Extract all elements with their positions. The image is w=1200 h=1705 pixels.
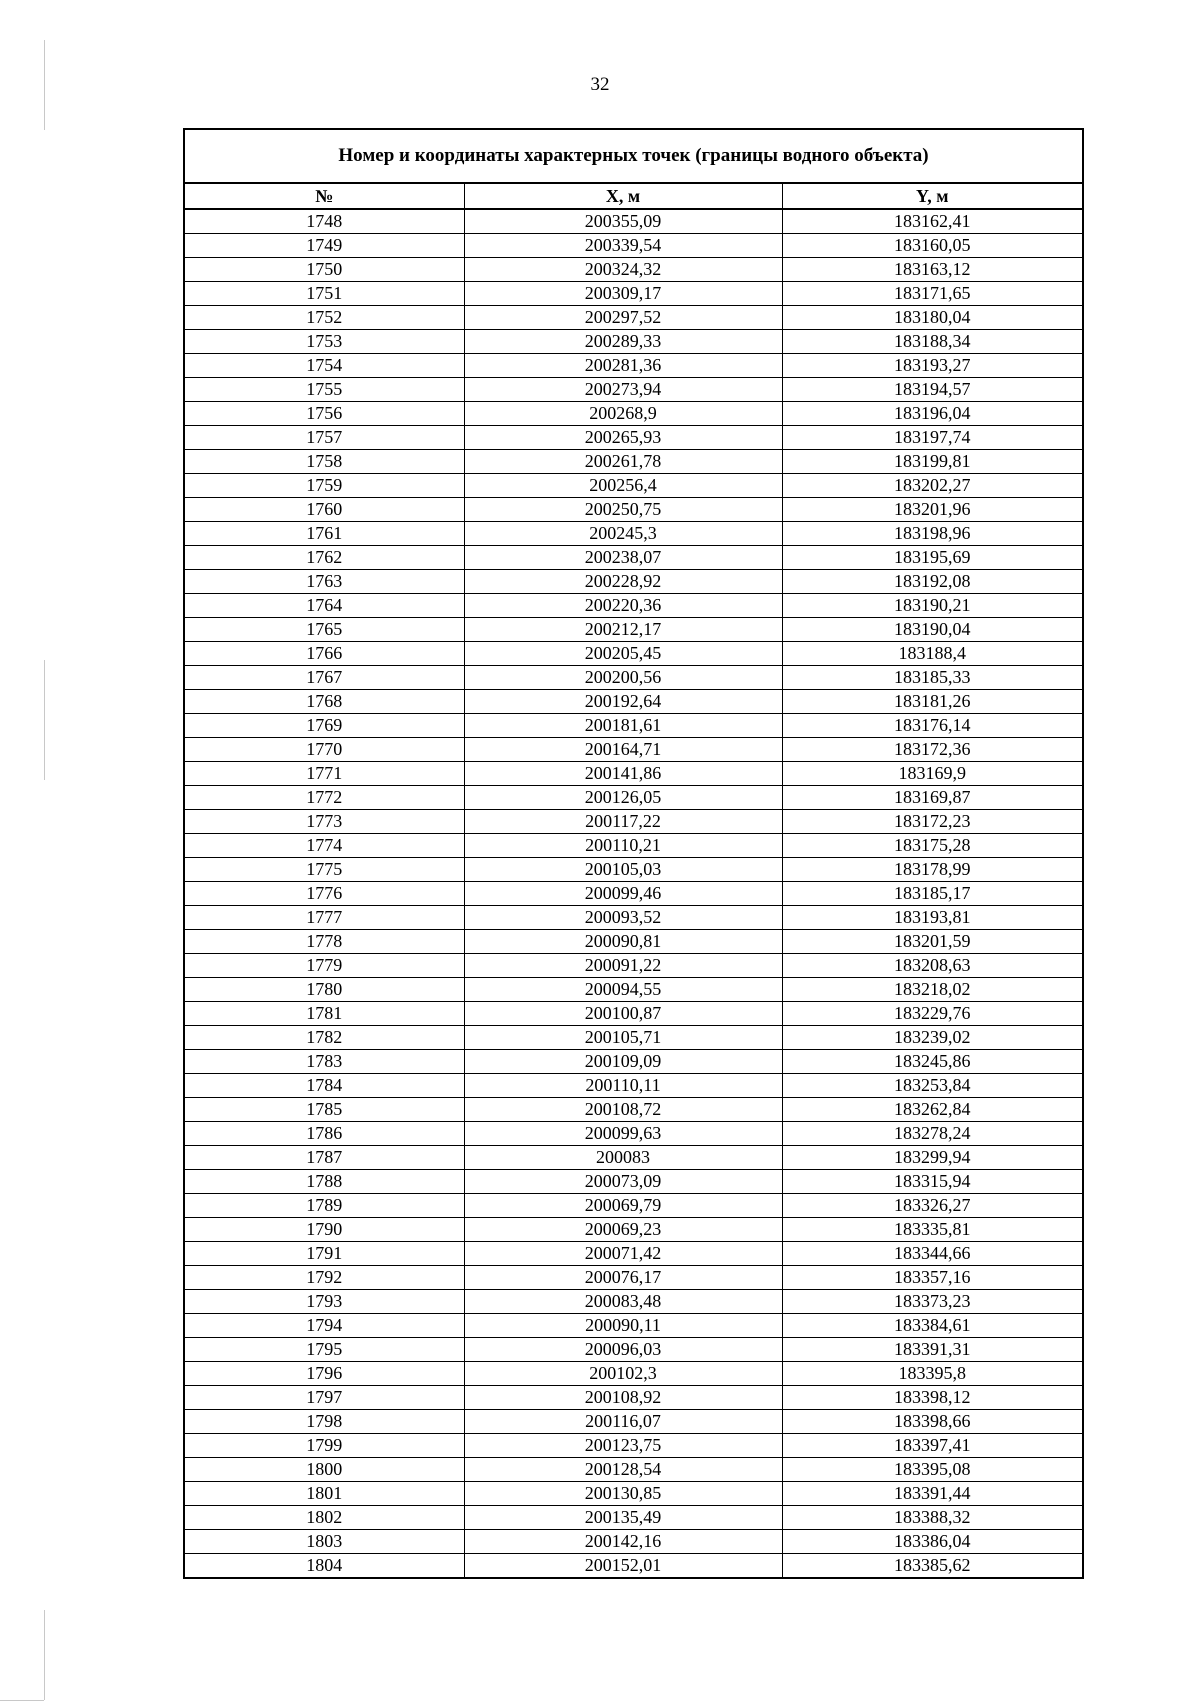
x-coordinate-cell: 200212,17 [464,618,782,642]
header-y: Y, м [782,183,1083,209]
table-row [184,1554,1083,1579]
y-coordinate-cell: 183201,59 [782,930,1083,954]
point-number-cell: 1753 [184,330,464,354]
scan-margin-line [44,1610,45,1700]
y-coordinate-cell: 183239,02 [782,1026,1083,1050]
table-row [184,546,1083,570]
table-row [184,378,1083,402]
table-row [184,306,1083,330]
y-coordinate-cell: 183218,02 [782,978,1083,1002]
y-coordinate-cell: 183299,94 [782,1146,1083,1170]
point-number-cell: 1762 [184,546,464,570]
point-number-cell: 1788 [184,1170,464,1194]
y-coordinate-cell: 183395,8 [782,1362,1083,1386]
point-number-cell: 1749 [184,234,464,258]
x-coordinate-cell: 200339,54 [464,234,782,258]
y-coordinate-cell: 183176,14 [782,714,1083,738]
point-number-cell: 1790 [184,1218,464,1242]
y-coordinate-cell: 183178,99 [782,858,1083,882]
y-coordinate-cell: 183385,62 [782,1554,1083,1579]
x-coordinate-cell: 200297,52 [464,306,782,330]
header-x: X, м [464,183,782,209]
point-number-cell: 1769 [184,714,464,738]
point-number-cell: 1794 [184,1314,464,1338]
y-coordinate-cell: 183193,81 [782,906,1083,930]
x-coordinate-cell: 200281,36 [464,354,782,378]
y-coordinate-cell: 183195,69 [782,546,1083,570]
y-coordinate-cell: 183194,57 [782,378,1083,402]
point-number-cell: 1797 [184,1386,464,1410]
point-number-cell: 1795 [184,1338,464,1362]
x-coordinate-cell: 200100,87 [464,1002,782,1026]
x-coordinate-cell: 200073,09 [464,1170,782,1194]
x-coordinate-cell: 200096,03 [464,1338,782,1362]
y-coordinate-cell: 183180,04 [782,306,1083,330]
x-coordinate-cell: 200094,55 [464,978,782,1002]
y-coordinate-cell: 183395,08 [782,1458,1083,1482]
x-coordinate-cell: 200099,46 [464,882,782,906]
y-coordinate-cell: 183202,27 [782,474,1083,498]
point-number-cell: 1789 [184,1194,464,1218]
page-number: 32 [590,74,610,95]
y-coordinate-cell: 183315,94 [782,1170,1083,1194]
point-number-cell: 1774 [184,834,464,858]
y-coordinate-cell: 183384,61 [782,1314,1083,1338]
x-coordinate-cell: 200135,49 [464,1506,782,1530]
table-row [184,1362,1083,1386]
point-number-cell: 1754 [184,354,464,378]
y-coordinate-cell: 183169,87 [782,786,1083,810]
y-coordinate-cell: 183171,65 [782,282,1083,306]
point-number-cell: 1771 [184,762,464,786]
y-coordinate-cell: 183262,84 [782,1098,1083,1122]
y-coordinate-cell: 183172,23 [782,810,1083,834]
table-row [184,978,1083,1002]
x-coordinate-cell: 200228,92 [464,570,782,594]
point-number-cell: 1791 [184,1242,464,1266]
table-row [184,1266,1083,1290]
x-coordinate-cell: 200123,75 [464,1434,782,1458]
table-row [184,882,1083,906]
table-row [184,209,1083,234]
coordinates-table-container [183,128,1082,1579]
point-number-cell: 1759 [184,474,464,498]
y-coordinate-cell: 183229,76 [782,1002,1083,1026]
scan-margin-line [44,660,45,780]
x-coordinate-cell: 200250,75 [464,498,782,522]
point-number-cell: 1761 [184,522,464,546]
point-number-cell: 1802 [184,1506,464,1530]
point-number-cell: 1768 [184,690,464,714]
x-coordinate-cell: 200355,09 [464,209,782,234]
y-coordinate-cell: 183198,96 [782,522,1083,546]
x-coordinate-cell: 200091,22 [464,954,782,978]
table-row [184,1506,1083,1530]
x-coordinate-cell: 200152,01 [464,1554,782,1579]
x-coordinate-cell: 200324,32 [464,258,782,282]
y-coordinate-cell: 183208,63 [782,954,1083,978]
point-number-cell: 1773 [184,810,464,834]
table-row [184,1338,1083,1362]
point-number-cell: 1784 [184,1074,464,1098]
point-number-cell: 1772 [184,786,464,810]
x-coordinate-cell: 200181,61 [464,714,782,738]
x-coordinate-cell: 200108,72 [464,1098,782,1122]
x-coordinate-cell: 200164,71 [464,738,782,762]
point-number-cell: 1760 [184,498,464,522]
y-coordinate-cell: 183391,44 [782,1482,1083,1506]
y-coordinate-cell: 183188,34 [782,330,1083,354]
x-coordinate-cell: 200090,81 [464,930,782,954]
x-coordinate-cell: 200105,71 [464,1026,782,1050]
point-number-cell: 1757 [184,426,464,450]
point-number-cell: 1777 [184,906,464,930]
y-coordinate-cell: 183192,08 [782,570,1083,594]
table-row [184,330,1083,354]
point-number-cell: 1785 [184,1098,464,1122]
table-row [184,786,1083,810]
y-coordinate-cell: 183398,66 [782,1410,1083,1434]
table-row [184,906,1083,930]
y-coordinate-cell: 183357,16 [782,1266,1083,1290]
x-coordinate-cell: 200090,11 [464,1314,782,1338]
table-row [184,354,1083,378]
y-coordinate-cell: 183172,36 [782,738,1083,762]
table-row [184,570,1083,594]
x-coordinate-cell: 200141,86 [464,762,782,786]
point-number-cell: 1763 [184,570,464,594]
table-row [184,1098,1083,1122]
point-number-cell: 1800 [184,1458,464,1482]
x-coordinate-cell: 200108,92 [464,1386,782,1410]
table-row [184,426,1083,450]
table-row [184,1002,1083,1026]
x-coordinate-cell: 200069,79 [464,1194,782,1218]
table-row [184,1410,1083,1434]
table-row [184,498,1083,522]
point-number-cell: 1779 [184,954,464,978]
point-number-cell: 1775 [184,858,464,882]
table-row [184,1194,1083,1218]
point-number-cell: 1783 [184,1050,464,1074]
x-coordinate-cell: 200130,85 [464,1482,782,1506]
y-coordinate-cell: 183253,84 [782,1074,1083,1098]
x-coordinate-cell: 200220,36 [464,594,782,618]
table-row [184,1458,1083,1482]
coordinates-table [183,128,1084,1579]
point-number-cell: 1750 [184,258,464,282]
x-coordinate-cell: 200099,63 [464,1122,782,1146]
y-coordinate-cell: 183344,66 [782,1242,1083,1266]
table-row [184,762,1083,786]
table-row [184,666,1083,690]
table-row [184,714,1083,738]
x-coordinate-cell: 200265,93 [464,426,782,450]
table-row [184,282,1083,306]
point-number-cell: 1780 [184,978,464,1002]
y-coordinate-cell: 183388,32 [782,1506,1083,1530]
x-coordinate-cell: 200071,42 [464,1242,782,1266]
table-row [184,1074,1083,1098]
table-row [184,642,1083,666]
point-number-cell: 1756 [184,402,464,426]
point-number-cell: 1804 [184,1554,464,1579]
table-row [184,690,1083,714]
point-number-cell: 1776 [184,882,464,906]
y-coordinate-cell: 183398,12 [782,1386,1083,1410]
x-coordinate-cell: 200110,21 [464,834,782,858]
y-coordinate-cell: 183196,04 [782,402,1083,426]
table-row [184,1242,1083,1266]
y-coordinate-cell: 183169,9 [782,762,1083,786]
x-coordinate-cell: 200256,4 [464,474,782,498]
table-row [184,858,1083,882]
x-coordinate-cell: 200076,17 [464,1266,782,1290]
y-coordinate-cell: 183397,41 [782,1434,1083,1458]
table-row [184,594,1083,618]
y-coordinate-cell: 183193,27 [782,354,1083,378]
x-coordinate-cell: 200245,3 [464,522,782,546]
scan-margin-line [0,1700,44,1701]
table-row [184,1314,1083,1338]
point-number-cell: 1764 [184,594,464,618]
point-number-cell: 1765 [184,618,464,642]
y-coordinate-cell: 183163,12 [782,258,1083,282]
y-coordinate-cell: 183188,4 [782,642,1083,666]
table-row [184,474,1083,498]
x-coordinate-cell: 200309,17 [464,282,782,306]
x-coordinate-cell: 200192,64 [464,690,782,714]
point-number-cell: 1792 [184,1266,464,1290]
y-coordinate-cell: 183201,96 [782,498,1083,522]
point-number-cell: 1799 [184,1434,464,1458]
y-coordinate-cell: 183175,28 [782,834,1083,858]
point-number-cell: 1781 [184,1002,464,1026]
y-coordinate-cell: 183199,81 [782,450,1083,474]
table-row [184,738,1083,762]
y-coordinate-cell: 183373,23 [782,1290,1083,1314]
x-coordinate-cell: 200102,3 [464,1362,782,1386]
table-row [184,1434,1083,1458]
point-number-cell: 1793 [184,1290,464,1314]
table-row [184,1026,1083,1050]
y-coordinate-cell: 183190,04 [782,618,1083,642]
point-number-cell: 1770 [184,738,464,762]
x-coordinate-cell: 200268,9 [464,402,782,426]
table-row [184,450,1083,474]
y-coordinate-cell: 183278,24 [782,1122,1083,1146]
x-coordinate-cell: 200083 [464,1146,782,1170]
x-coordinate-cell: 200142,16 [464,1530,782,1554]
y-coordinate-cell: 183185,33 [782,666,1083,690]
table-row [184,1146,1083,1170]
y-coordinate-cell: 183181,26 [782,690,1083,714]
x-coordinate-cell: 200128,54 [464,1458,782,1482]
point-number-cell: 1758 [184,450,464,474]
table-header-row [184,183,1083,209]
table-row [184,930,1083,954]
point-number-cell: 1766 [184,642,464,666]
x-coordinate-cell: 200116,07 [464,1410,782,1434]
table-row [184,402,1083,426]
table-body [184,209,1083,1578]
point-number-cell: 1798 [184,1410,464,1434]
table-row [184,954,1083,978]
y-coordinate-cell: 183391,31 [782,1338,1083,1362]
table-row [184,1482,1083,1506]
x-coordinate-cell: 200105,03 [464,858,782,882]
y-coordinate-cell: 183185,17 [782,882,1083,906]
point-number-cell: 1767 [184,666,464,690]
x-coordinate-cell: 200109,09 [464,1050,782,1074]
y-coordinate-cell: 183386,04 [782,1530,1083,1554]
y-coordinate-cell: 183326,27 [782,1194,1083,1218]
point-number-cell: 1755 [184,378,464,402]
x-coordinate-cell: 200093,52 [464,906,782,930]
table-row [184,234,1083,258]
table-row [184,1122,1083,1146]
table-row [184,810,1083,834]
y-coordinate-cell: 183160,05 [782,234,1083,258]
point-number-cell: 1786 [184,1122,464,1146]
table-title: Номер и координаты характерных точек (границы водного объекта) [184,129,1083,183]
x-coordinate-cell: 200289,33 [464,330,782,354]
point-number-cell: 1787 [184,1146,464,1170]
point-number-cell: 1803 [184,1530,464,1554]
y-coordinate-cell: 183245,86 [782,1050,1083,1074]
x-coordinate-cell: 200238,07 [464,546,782,570]
table-row [184,1530,1083,1554]
table-row [184,1170,1083,1194]
x-coordinate-cell: 200205,45 [464,642,782,666]
table-row [184,618,1083,642]
y-coordinate-cell: 183335,81 [782,1218,1083,1242]
header-number: № [184,183,464,209]
point-number-cell: 1796 [184,1362,464,1386]
point-number-cell: 1778 [184,930,464,954]
table-row [184,1050,1083,1074]
table-row [184,834,1083,858]
x-coordinate-cell: 200126,05 [464,786,782,810]
table-row [184,1386,1083,1410]
point-number-cell: 1782 [184,1026,464,1050]
table-row [184,258,1083,282]
x-coordinate-cell: 200273,94 [464,378,782,402]
x-coordinate-cell: 200117,22 [464,810,782,834]
table-row [184,1290,1083,1314]
point-number-cell: 1751 [184,282,464,306]
x-coordinate-cell: 200200,56 [464,666,782,690]
table-row [184,1218,1083,1242]
x-coordinate-cell: 200110,11 [464,1074,782,1098]
point-number-cell: 1748 [184,209,464,234]
table-row [184,522,1083,546]
x-coordinate-cell: 200083,48 [464,1290,782,1314]
y-coordinate-cell: 183197,74 [782,426,1083,450]
point-number-cell: 1752 [184,306,464,330]
x-coordinate-cell: 200261,78 [464,450,782,474]
x-coordinate-cell: 200069,23 [464,1218,782,1242]
y-coordinate-cell: 183190,21 [782,594,1083,618]
point-number-cell: 1801 [184,1482,464,1506]
y-coordinate-cell: 183162,41 [782,209,1083,234]
